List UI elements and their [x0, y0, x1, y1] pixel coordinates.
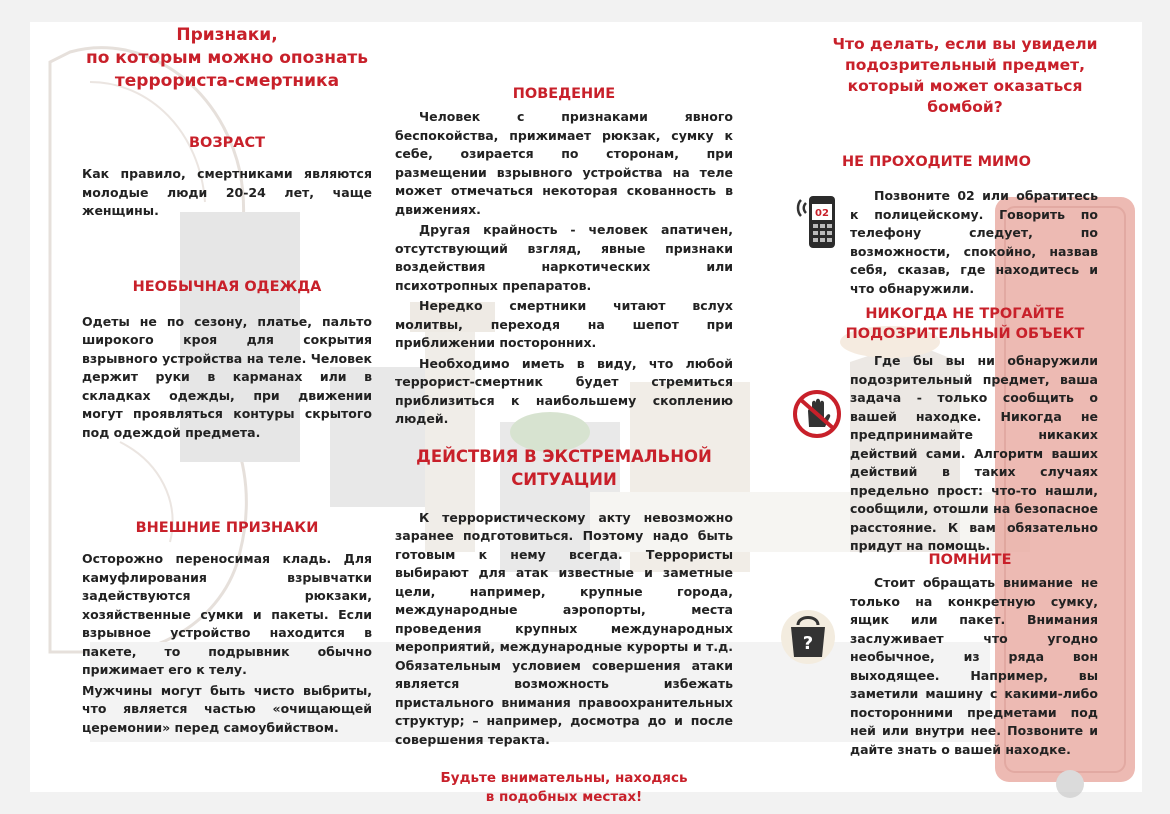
- clothing-text: Одеты не по сезону, платье, пальто широкого кроя для сокрытия взрывного устройства на теле. Человек держит руки в карманах или в складках одежды, при движении могут проявляться контуры скрытого под одеждой предмета.: [82, 313, 372, 440]
- behavior-text-2: Другая крайность - человек апатичен, отсутствующий взгляд, явные признаки воздействия наркотических или психотропных препаратов.: [395, 222, 733, 293]
- right-title-line: который может оказаться: [847, 77, 1083, 95]
- actions-heading-line: ДЕЙСТВИЯ В ЭКСТРЕМАЛЬНОЙ: [416, 446, 712, 466]
- actions-heading-line: СИТУАЦИИ: [511, 469, 617, 489]
- left-title: [82, 24, 372, 93]
- remember-body: [850, 574, 1098, 761]
- remember-heading: ПОМНИТЕ: [928, 552, 1012, 568]
- external-signs-heading: ВНЕШНИЕ ПРИЗНАКИ: [135, 520, 319, 536]
- right-column: [810, 34, 1120, 118]
- right-title-line: Что делать, если вы увидели: [832, 35, 1098, 53]
- behavior-text-3: Нередко смертники читают вслух молитвы, переходя на шепот при приближении посторонних.: [395, 298, 733, 350]
- remember-section: [820, 550, 1110, 570]
- right-title-line: бомбой?: [927, 98, 1003, 116]
- bag-question-mark: ?: [802, 633, 814, 654]
- never-touch-heading-line: ПОДОЗРИТЕЛЬНЫЙ ОБЪЕКТ: [845, 326, 1085, 342]
- right-title: [810, 34, 1120, 118]
- actions-heading: [395, 445, 733, 491]
- clothing-heading: НЕОБЫЧНАЯ ОДЕЖДА: [132, 278, 322, 295]
- left-title-line: по которым можно опознать: [85, 48, 369, 68]
- left-title-line: Признаки,: [176, 25, 278, 45]
- age-heading: ВОЗРАСТ: [188, 135, 266, 151]
- closing-note-line: в подобных местах!: [485, 789, 643, 805]
- phone-icon: [795, 190, 841, 252]
- middle-column: [395, 84, 733, 807]
- brochure-sheet: [30, 22, 1142, 805]
- behavior-heading: ПОВЕДЕНИЕ: [512, 86, 616, 102]
- never-touch-text: Где бы вы ни обнаружили подозрительный предмет, ваша задача - только сообщить о вашей находке. Никогда не предпринимайте никаких действий сами. Алгоритм ваших действий в таких случаях предельно прост: что-то нашли, сообщили, отошли на безопасное расстояние. К вам обязательно придут на помощь.: [850, 353, 1098, 553]
- closing-note-line: Будьте внимательны, находясь: [440, 770, 688, 786]
- never-touch-body: [850, 352, 1098, 558]
- never-touch-heading-line: НИКОГДА НЕ ТРОГАЙТЕ: [865, 306, 1065, 322]
- phone-number: 02: [815, 208, 829, 219]
- left-column: [82, 22, 372, 739]
- closing-note: [395, 769, 733, 807]
- right-title-line: подозрительный предмет,: [844, 56, 1085, 74]
- external-signs-text-1: Осторожно переносимая кладь. Для камуфлирования взрывчатки задействуются рюкзаки, хозяйственные сумки и пакеты. Если взрывное устройство находится в пакете, то подрывник обычно прижимает его к телу.: [82, 551, 372, 677]
- age-text: Как правило, смертниками являются молодые люди 20-24 лет, чаще женщины.: [82, 166, 372, 218]
- no-touch-hand-icon: [792, 389, 842, 439]
- never-touch-heading: [820, 304, 1110, 344]
- never-touch-section: [820, 304, 1110, 344]
- left-title-line: террориста-смертника: [114, 71, 340, 91]
- dont-pass-heading: НЕ ПРОХОДИТЕ МИМО: [842, 154, 1031, 170]
- behavior-text-4: Необходимо иметь в виду, что любой террорист-смертник будет стремиться приблизиться к наибольшему скоплению людей.: [395, 355, 733, 426]
- dont-pass-body: [850, 187, 1098, 300]
- dont-pass-section: [820, 152, 1110, 172]
- dont-pass-text: Позвоните 02 или обратитесь к полицейскому. Говорить по телефону следует, по возможности, спокойно, назвав себя, сказав, где находитесь и что обнаружили.: [850, 188, 1098, 296]
- remember-text: Стоит обращать внимание не только на конкретную сумку, ящик или пакет. Внимания заслуживает что угодно необычное, из ряда вон выходящее. Например, вы заметили машину с какими-либо посторонними предметами под ней или внутри нее. Позвоните и дайте знать о вашей находке.: [850, 575, 1098, 757]
- external-signs-text-2: Мужчины могут быть чисто выбриты, что является частью «очищающей церемонии» перед самоубийством.: [82, 682, 372, 735]
- suspicious-bag-icon: [778, 605, 838, 665]
- actions-text: К террористическому акту невозможно заранее подготовиться. Поэтому надо быть готовым к нему всегда. Террористы выбирают для атак известные и заметные цели, например, крупные города, международные аэропорты, места проведения крупных международных мероприятий, международные курорты и т.д. Обязательным условием совершения атаки является возможность избежать пристального внимания правоохранительных структур; – например, досмотра до и после совершения теракта.: [395, 509, 733, 747]
- behavior-text-1: Человек с признаками явного беспокойства, прижимает рюкзак, сумку к себе, озирается по сторонам, при размещении взрывного устройства на теле может отмечаться некоторая скованность в движениях.: [395, 109, 733, 217]
